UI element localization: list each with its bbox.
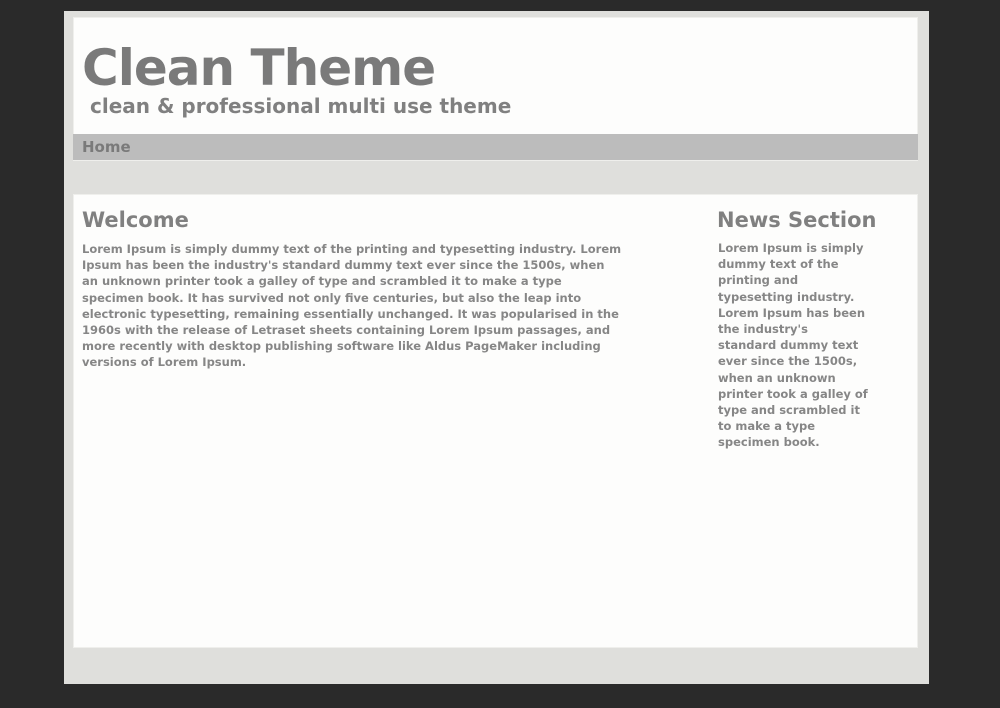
site-tagline: clean & professional multi use theme [90, 94, 512, 118]
news-section-body-text: Lorem Ipsum is simply dummy text of the printing and typesetting industry. Lorem Ipsum has been the industry's standard dummy text ever since the 1500s, when an unknown printer took a galley of type and scrambled it to make a type specimen book. [718, 241, 868, 450]
nav-bar [73, 134, 918, 160]
site-title: Clean Theme [82, 39, 436, 97]
news-section-heading: News Section [717, 208, 877, 232]
nav-item-home[interactable]: Home [82, 138, 131, 156]
welcome-body-text: Lorem Ipsum is simply dummy text of the printing and typesetting industry. Lorem Ipsum has been the industry's standard dummy text ever since the 1500s, when an unknown printer took a galley of type and scrambled it to make a type specimen book. It has survived not only five centuries, but also the leap into electronic typesetting, remaining essentially unchanged. It was popularised in the 1960s with the release of Letraset sheets containing Lorem Ipsum passages, and more recently with desktop publishing software like Aldus PageMaker including versions of Lorem Ipsum. [82, 242, 622, 370]
welcome-heading: Welcome [82, 208, 189, 232]
footer-strip [64, 648, 929, 684]
